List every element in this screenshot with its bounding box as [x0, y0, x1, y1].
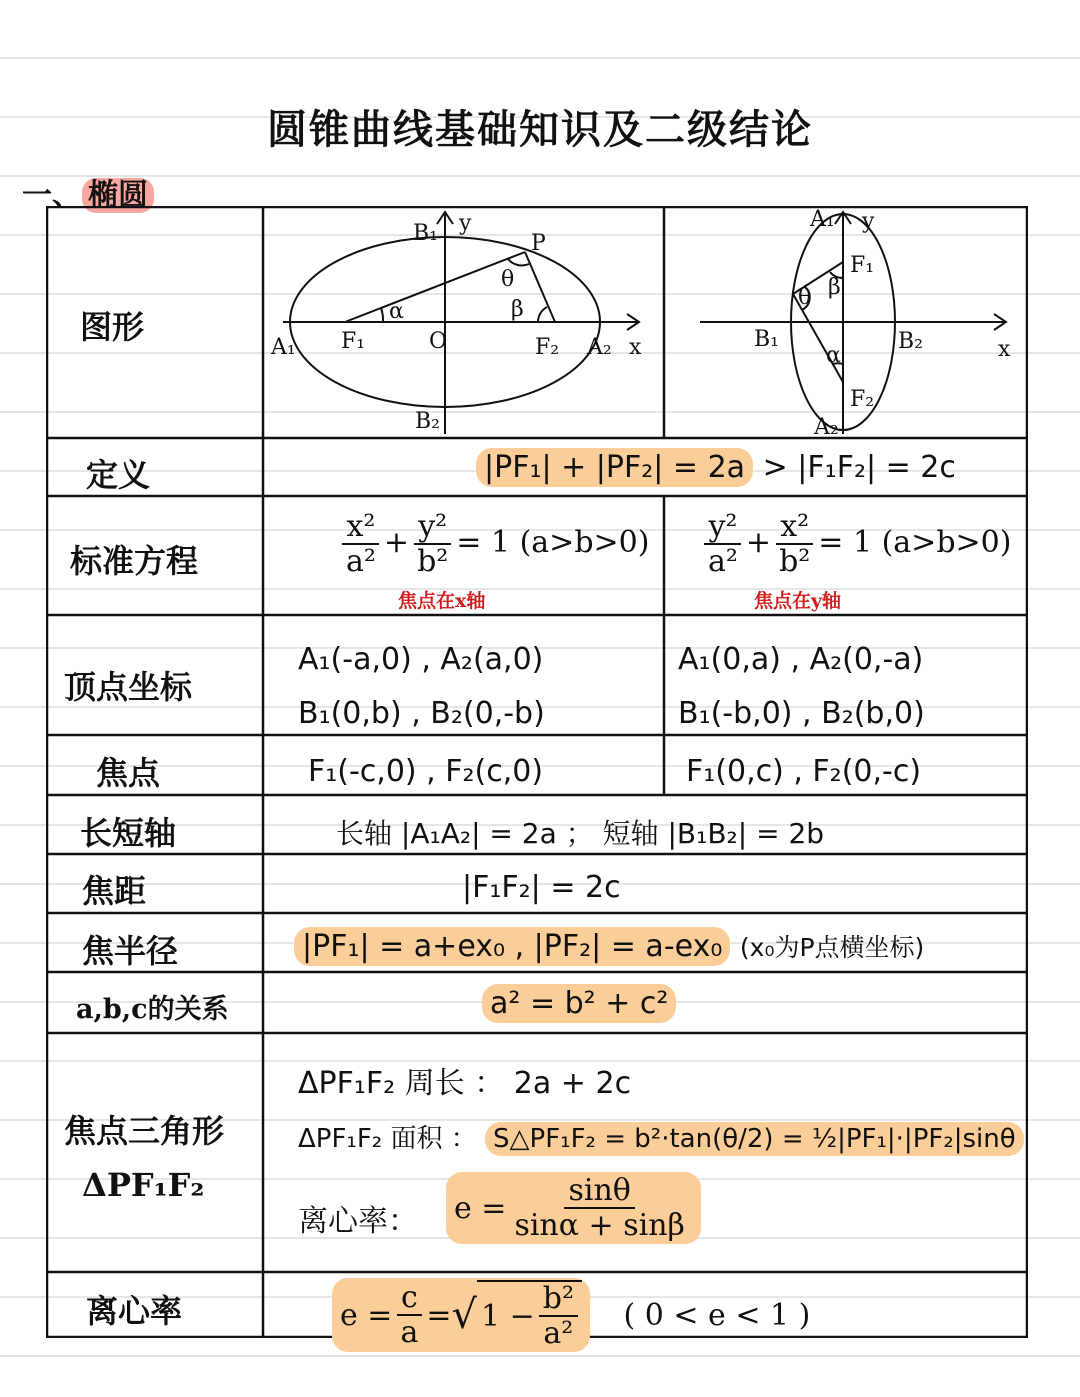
- ecc-lhs: e =: [340, 1297, 393, 1333]
- definition-rest: > |F₁F₂| = 2c: [762, 450, 956, 485]
- triangle-ecc-lhs: e =: [454, 1190, 507, 1226]
- eq-left-num1: x²: [342, 510, 379, 545]
- ecc-rden: a²: [543, 1316, 574, 1351]
- label-F2: F₂: [850, 387, 875, 412]
- triangle-ecc-highlight: [446, 1172, 701, 1244]
- row-label-triangle: 焦点三角形: [64, 1112, 225, 1150]
- eq-left-num2: y²: [414, 510, 451, 545]
- triangle-area: [298, 1118, 1024, 1155]
- definition-highlight: |PF₁| + |PF₂| = 2a: [476, 448, 753, 487]
- ecc-one-minus: 1 −: [480, 1298, 535, 1334]
- label-beta: β: [828, 275, 841, 300]
- vertex-right-line2: B₁(-b,0) , B₂(b,0): [678, 696, 925, 731]
- label-x: x: [629, 335, 642, 360]
- triangle-perimeter-value: 2a + 2c: [513, 1066, 632, 1101]
- label-O: O: [429, 329, 448, 354]
- row-label-triangle-sub: ΔPF₁F₂: [82, 1166, 205, 1204]
- label-F2: F₂: [535, 335, 560, 360]
- row-label-focus: 焦点: [96, 754, 161, 792]
- row-label-focal-distance: 焦距: [82, 872, 147, 910]
- label-A1: A₁: [810, 207, 835, 232]
- eq-right-tail: = 1 (a>b>0): [818, 525, 1012, 560]
- eq-right-den1: a²: [708, 544, 738, 579]
- focal-radius-note: (x₀为P点横坐标): [739, 933, 925, 962]
- label-B2: B₂: [415, 409, 440, 434]
- ecc-root: √: [451, 1292, 477, 1338]
- triangle-area-label: ΔPF₁F₂ 面积 ：: [298, 1124, 477, 1154]
- eccentricity-formula: [332, 1278, 810, 1352]
- eq-left-tail: = 1 (a>b>0): [456, 525, 650, 560]
- vertex-right-line1: A₁(0,a) , A₂(0,-a): [678, 642, 924, 677]
- label-alpha: α: [389, 299, 404, 324]
- ellipse-x-axis-diagram: [263, 206, 664, 438]
- eq-left-note: 焦点在x轴: [398, 590, 486, 612]
- row-label-focal-radius: 焦半径: [82, 932, 179, 970]
- ecc-range: ( 0 < e < 1 ): [623, 1297, 811, 1333]
- label-A2: A₂: [587, 335, 612, 360]
- triangle-ecc-label: 离心率：: [298, 1204, 418, 1239]
- eq-right-note: 焦点在y轴: [754, 590, 842, 612]
- row-label-abc: a,b,c的关系: [76, 994, 229, 1025]
- label-B1: B₁: [413, 221, 438, 246]
- focal-radius-formula: [294, 928, 924, 964]
- label-alpha: α: [826, 343, 841, 368]
- vertex-left-line1: A₁(-a,0) , A₂(a,0): [298, 642, 544, 677]
- label-F1: F₁: [850, 253, 875, 278]
- row-label-definition: 定义: [86, 456, 151, 494]
- ellipse-y-axis-diagram: [664, 206, 1028, 438]
- ecc-rnum: b²: [539, 1282, 578, 1317]
- label-y: y: [862, 209, 875, 234]
- section-label: 椭圆: [82, 178, 154, 213]
- row-label-eccentricity: 离心率: [86, 1292, 183, 1330]
- eq-right-den2: b²: [779, 544, 811, 579]
- eq-right-num2: x²: [776, 510, 813, 545]
- axes-formula: 长轴 |A₁A₂| = 2a ； 短轴 |B₁B₂| = 2b: [336, 817, 825, 850]
- label-theta: θ: [501, 267, 515, 292]
- ecc-eq: =: [426, 1297, 452, 1333]
- label-y: y: [459, 211, 472, 236]
- label-beta: β: [511, 297, 524, 322]
- label-x: x: [998, 337, 1011, 362]
- label-F1: F₁: [341, 329, 366, 354]
- row-label-equation: 标准方程: [70, 542, 199, 580]
- section-prefix: 一、: [22, 178, 82, 213]
- ellipse-table: [46, 206, 1028, 1351]
- definition-formula: [476, 450, 956, 485]
- page-title: 圆锥曲线基础知识及二级结论: [267, 106, 813, 153]
- triangle-ecc-num: sinθ: [564, 1174, 634, 1209]
- ecc-num: c: [397, 1281, 422, 1316]
- abc-formula: [482, 986, 676, 1021]
- focus-right: F₁(0,c) , F₂(0,-c): [686, 754, 922, 789]
- label-theta: θ: [798, 285, 812, 310]
- label-A2: A₂: [814, 415, 839, 438]
- triangle-ecc-formula: [446, 1172, 701, 1244]
- triangle-perimeter: [298, 1058, 631, 1102]
- equation-left: $\frac{\text{x²}}{\text{a²}}$ + $\frac{\text{y²}}{\text{b²}}$ = 1 (a>b>0): [338, 510, 649, 578]
- ecc-den: a: [400, 1315, 419, 1350]
- eq-left-den2: b²: [417, 544, 449, 579]
- equation-right: $\frac{\text{y²}}{\text{a²}}$ + $\frac{\text{x²}}{\text{b²}}$ = 1 (a>b>0): [700, 510, 1011, 578]
- focus-left: F₁(-c,0) , F₂(c,0): [308, 754, 544, 789]
- label-B1: B₁: [754, 327, 779, 352]
- focal-radius-highlight: |PF₁| = a+ex₀ , |PF₂| = a-ex₀: [294, 927, 730, 966]
- vertex-left-line2: B₁(0,b) , B₂(0,-b): [298, 696, 545, 731]
- label-P: P: [531, 231, 546, 256]
- eq-left-den1: a²: [346, 544, 376, 579]
- triangle-area-value: S△PF₁F₂ = b²·tan(θ/2) = ½|PF₁|·|PF₂|sinθ: [485, 1122, 1024, 1156]
- triangle-perimeter-label: ΔPF₁F₂ 周长 ：: [298, 1066, 505, 1101]
- abc-highlight: a² = b² + c²: [482, 984, 676, 1023]
- label-A1: A₁: [271, 335, 296, 360]
- triangle-ecc-den: sinα + sinβ: [514, 1208, 685, 1243]
- focal-distance-formula: |F₁F₂| = 2c: [462, 870, 621, 905]
- eq-right-num1: y²: [704, 510, 741, 545]
- row-label-figure: 图形: [80, 308, 145, 346]
- label-B2: B₂: [898, 329, 923, 354]
- row-label-axes: 长短轴: [80, 814, 177, 852]
- row-label-vertex: 顶点坐标: [64, 668, 193, 706]
- eccentricity-highlight: [332, 1278, 590, 1352]
